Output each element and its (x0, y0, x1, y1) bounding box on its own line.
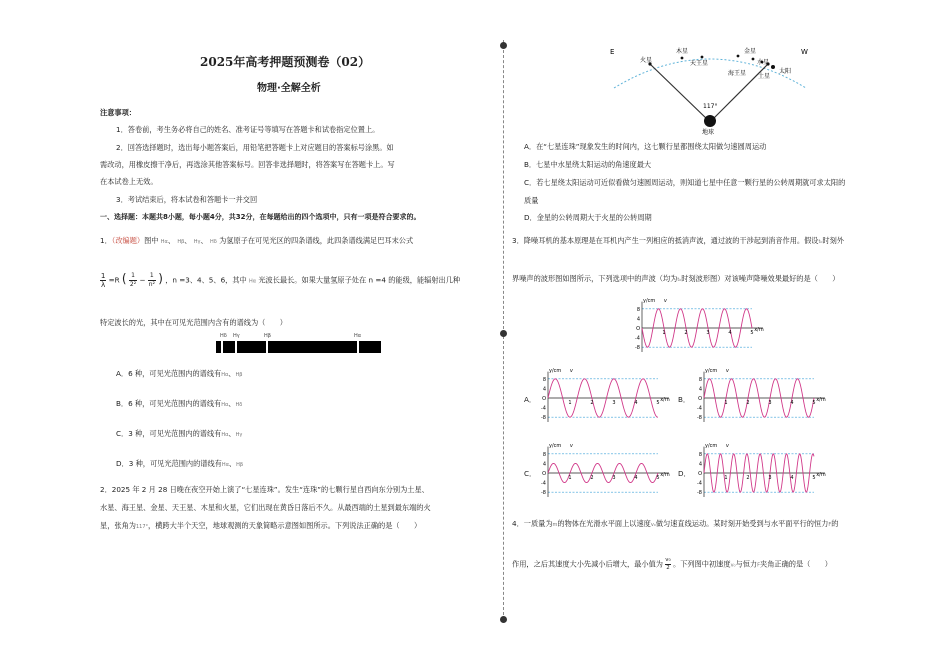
y-axis-label: y/cm (643, 298, 656, 304)
x-tick-label: 3 (612, 475, 616, 481)
label-west: W (801, 48, 808, 56)
wave-svg (536, 366, 670, 426)
symbol-h-gamma: Hγ (193, 239, 201, 245)
note-line: 在本试卷上无效。 (100, 177, 158, 186)
y-tick-label: -4 (697, 480, 702, 487)
x-tick-label: 5 (812, 475, 816, 481)
label-sun: 太阳 (779, 68, 792, 75)
symbol-h-delta: Hδ (209, 239, 217, 245)
exam-title: 2025年高考押题预测卷（02） (200, 55, 371, 69)
y-tick-label: 8 (542, 376, 546, 383)
note-line: 1．答卷前，考生务必将自己的姓名、准考证号等填写在答题卡和试卷指定位置上。 (116, 125, 380, 134)
x-tick-label: 2 (684, 330, 688, 336)
q2-line2: 水星、海王星、金星、天王星、木星和火星，它们出现在黄昏日落后不久。从最西端的土星到最东端的火 (100, 503, 431, 512)
q3-option-a-label[interactable]: A． (524, 395, 537, 404)
y-tick-label: -4 (541, 480, 546, 487)
x-tick-label: 4 (790, 400, 794, 406)
note-line: 3．考试结束后，将本试卷和答题卡一并交回 (116, 195, 258, 204)
note-line: 需改动，用橡皮擦干净后，再选涂其他答案标号。回答非选择题时，将答案写在答题卡上。写 (100, 160, 395, 169)
option-c-wave-graph[interactable] (536, 441, 670, 505)
y-tick-label: 8 (636, 306, 640, 313)
y-tick-label: -4 (541, 405, 546, 412)
x-tick-label: 4 (634, 400, 638, 406)
q3-line1: 3．降噪耳机的基本原理是在耳机内产生一列相应的抵消声波，通过波的干涉起到消音作用。假设t₀时刻外 (512, 236, 844, 245)
formula-term-1: $\frac{1}{\text{2²}}$ (129, 272, 137, 288)
y-tick-label: 8 (542, 451, 546, 458)
wave-svg (536, 441, 670, 501)
q2-option-b[interactable]: B．七星中水星绕太阳运动的角速度最大 (524, 160, 652, 169)
x-tick-label: 1 (568, 400, 572, 406)
q1-number: 1． (100, 236, 112, 245)
sun-icon (771, 65, 775, 69)
q4-fraction: $\frac{\text{v₀}}{2}$ (665, 557, 671, 571)
x-tick-label: 1 (724, 400, 728, 406)
q2-option-a[interactable]: A．在“七星连珠”现象发生的时间内，这七颗行星都围绕太阳做匀速圆周运动 (524, 142, 767, 151)
x-axis-label: x/m (816, 397, 826, 403)
symbol-h-alpha: Hα (249, 278, 257, 285)
planet-dot (701, 56, 704, 59)
q1-formula-line: 1 λ =R ( $\frac{1}{\text{2²}} - \frac{1}{\text{n²}}$ ) ，n =3、4、5、6，其中 Hα 光波长最长。如果大量氢原子处在 n =4 的能级，能辐射出几种 (100, 271, 461, 289)
y-tick-label: -8 (541, 415, 546, 422)
label-planet: 土星 (758, 73, 771, 80)
divider-dot (500, 330, 507, 337)
divider-dot (500, 42, 507, 49)
symbol-h-beta: Hβ (177, 239, 185, 245)
spectrum-bar (216, 341, 381, 353)
label-planet: 天王星 (690, 60, 709, 67)
q4-line2: 作用，之后其速度大小先减小后增大，最小值为 $\frac{\text{v₀}}{2}$ 。下列图中初速度v₀与恒力F夹角正确的是（ ） (512, 557, 832, 571)
y-tick-label: O (636, 326, 640, 332)
y-tick-label: -8 (541, 490, 546, 497)
x-tick-label: 3 (768, 475, 772, 481)
q2-line1: 2．2025 年 2 月 28 日晚在夜空开始上演了“七星连珠”。发生“连珠”的七颗行星自西向东分别为土星、 (100, 485, 429, 494)
x-axis-label: x/m (754, 327, 764, 333)
q3-option-d-label[interactable]: D． (678, 469, 691, 478)
q1-text: 光波长最长。如果大量氢原子处在 (258, 275, 367, 285)
option-d-wave-graph[interactable] (692, 441, 826, 505)
y-tick-label: 4 (698, 461, 702, 468)
option-a-wave-graph[interactable] (536, 366, 670, 430)
section-heading: 一、选择题：本题共8小题，每小题4分，共32分，在每题给出的四个选项中，只有一项是符合要求的。 (100, 213, 421, 221)
q1-level: n =4 (368, 275, 386, 285)
planet-dot (737, 55, 740, 58)
velocity-label: v (664, 298, 667, 304)
y-tick-label: 8 (698, 451, 702, 458)
y-tick-label: O (698, 471, 702, 477)
x-tick-label: 5 (750, 330, 754, 336)
spectrum-label-alpha: Hα (354, 333, 362, 339)
x-tick-label: 1 (568, 475, 572, 481)
formula-term-2: $\frac{1}{\text{n²}}$ (148, 272, 155, 288)
sight-line-east (650, 64, 709, 121)
label-angle: 117° (703, 103, 718, 110)
planet-diagram (610, 40, 810, 136)
q1-text: 图中 (144, 236, 159, 245)
y-axis-label: y/cm (549, 368, 562, 374)
x-tick-label: 1 (724, 475, 728, 481)
x-axis-label: x/m (660, 472, 670, 478)
x-axis-label: x/m (816, 472, 826, 478)
x-tick-label: 2 (590, 400, 594, 406)
q1-option-c[interactable]: C．3 种，可见光范围内的谱线有Hα、Hγ (116, 429, 243, 438)
q3-option-c-label[interactable]: C． (524, 469, 537, 478)
y-tick-label: -8 (635, 345, 640, 352)
q2-option-c-cont: 质量 (524, 196, 539, 205)
x-tick-label: 3 (768, 400, 772, 406)
y-axis-label: y/cm (705, 368, 718, 374)
q3-line2: 界噪声的波形图如图所示，下列选项中的声波（均为t₀时刻波形图）对该噪声降噪效果最好的是（ ） (512, 274, 840, 283)
q2-line3: 星，张角为117°，横跨大半个天空，地球观测的天象简略示意图如图所示。下列说法正确的是（ ） (100, 521, 422, 530)
q1-option-d[interactable]: D．3 种，可见光范围内的谱线有Hα、Hβ (116, 459, 244, 468)
velocity-label: v (726, 368, 729, 374)
x-tick-label: 2 (746, 400, 750, 406)
y-tick-label: 4 (636, 316, 640, 323)
left-column (100, 0, 492, 672)
q1-option-a[interactable]: A．6 种，可见光范围内的谱线有Hα、Hβ (116, 369, 243, 378)
wave-svg (692, 441, 826, 501)
x-tick-label: 5 (812, 400, 816, 406)
spectrum-line-beta (266, 341, 268, 353)
x-tick-label: 4 (790, 475, 794, 481)
y-axis-label: y/cm (705, 443, 718, 449)
q1-text: 的能级，能辐射出几种 (388, 275, 461, 285)
formula-fraction: 1 λ (100, 271, 106, 289)
spectrum-line-alpha (357, 341, 359, 353)
y-tick-label: O (542, 471, 546, 477)
right-column (512, 0, 904, 672)
q2-angle: 117° (135, 524, 148, 530)
wave-svg (630, 296, 764, 356)
q2-option-c[interactable]: C．若七星绕太阳运动可近似看做匀速圆周运动，则知道七星中任意一颗行星的公转周期就可求太阳的 (524, 178, 846, 187)
q4-line1: 4．一质量为m的物体在光滑水平面上以速度v₀做匀速直线运动。某时刻开始受到与水平面平行的恒力F的 (512, 519, 839, 528)
label-planet: 木星 (676, 48, 689, 55)
planet-dot (752, 58, 755, 61)
velocity-label: v (570, 443, 573, 449)
divider-dot (500, 616, 507, 623)
spectrum-label-beta: Hβ (264, 333, 271, 339)
note-line: 2．回答选择题时，选出每小题答案后，用铅笔把答题卡上对应题目的答案标号涂黑。如 (116, 143, 394, 152)
q1-text: 为氢原子在可见光区的四条谱线，此四条谱线满足巴耳末公式 (219, 236, 414, 245)
label-earth: 地球 (702, 129, 715, 136)
x-tick-label: 4 (634, 475, 638, 481)
q1-stem-line1: 1．（改编题）图中 Hα、 Hβ、 Hγ、 Hδ 为氢原子在可见光区的四条谱线，此四条谱线满足巴耳末公式 (100, 236, 414, 245)
y-tick-label: -4 (697, 405, 702, 412)
label-planet: 海王星 (728, 70, 747, 77)
x-tick-label: 2 (746, 475, 750, 481)
noise-wave-graph (630, 296, 764, 360)
y-tick-label: -4 (635, 335, 640, 342)
spectrum-label-gamma: Hγ (233, 333, 240, 339)
y-tick-label: 8 (698, 376, 702, 383)
x-tick-label: 2 (590, 475, 594, 481)
q1-tag: （改编题） (111, 236, 145, 245)
wave-svg (692, 366, 826, 426)
spectrum-line-gamma (235, 341, 237, 353)
y-tick-label: O (698, 396, 702, 402)
x-tick-label: 5 (656, 475, 660, 481)
notes-heading: 注意事项： (100, 108, 136, 117)
label-east: E (610, 48, 615, 56)
exam-subtitle: 物理·全解全析 (257, 83, 321, 94)
velocity-label: v (726, 443, 729, 449)
earth-icon (704, 115, 716, 127)
label-planet: 水星 (757, 59, 770, 66)
q1-stem-line3: 特定波长的光，其中在可见光范围内含有的谱线为（ ） (100, 318, 287, 327)
q1-text: ，n =3、4、5、6，其中 (165, 275, 247, 285)
column-divider (503, 40, 504, 620)
spectrum-label-delta: Hδ (220, 333, 227, 339)
y-tick-label: 4 (542, 386, 546, 393)
y-tick-label: 4 (698, 386, 702, 393)
label-planet: 金星 (744, 48, 757, 55)
q3-option-b-label[interactable]: B． (678, 395, 691, 404)
q2-option-d[interactable]: D．金星的公转周期大于火星的公转周期 (524, 213, 652, 222)
symbol-h-alpha: Hα (160, 239, 168, 245)
x-axis-label: x/m (660, 397, 670, 403)
x-tick-label: 1 (662, 330, 666, 336)
y-tick-label: O (542, 396, 546, 402)
velocity-label: v (570, 368, 573, 374)
label-planet: 火星 (640, 57, 653, 64)
y-tick-label: -8 (697, 415, 702, 422)
option-b-wave-graph[interactable] (692, 366, 826, 430)
planet-dot (681, 57, 684, 60)
x-tick-label: 5 (656, 400, 660, 406)
q1-option-b[interactable]: B．6 种，可见光范围内的谱线有Hα、Hδ (116, 399, 243, 408)
x-tick-label: 4 (728, 330, 732, 336)
x-tick-label: 3 (706, 330, 710, 336)
y-axis-label: y/cm (549, 443, 562, 449)
y-tick-label: -8 (697, 490, 702, 497)
x-tick-label: 3 (612, 400, 616, 406)
y-tick-label: 4 (542, 461, 546, 468)
spectrum-line-delta (221, 341, 223, 353)
